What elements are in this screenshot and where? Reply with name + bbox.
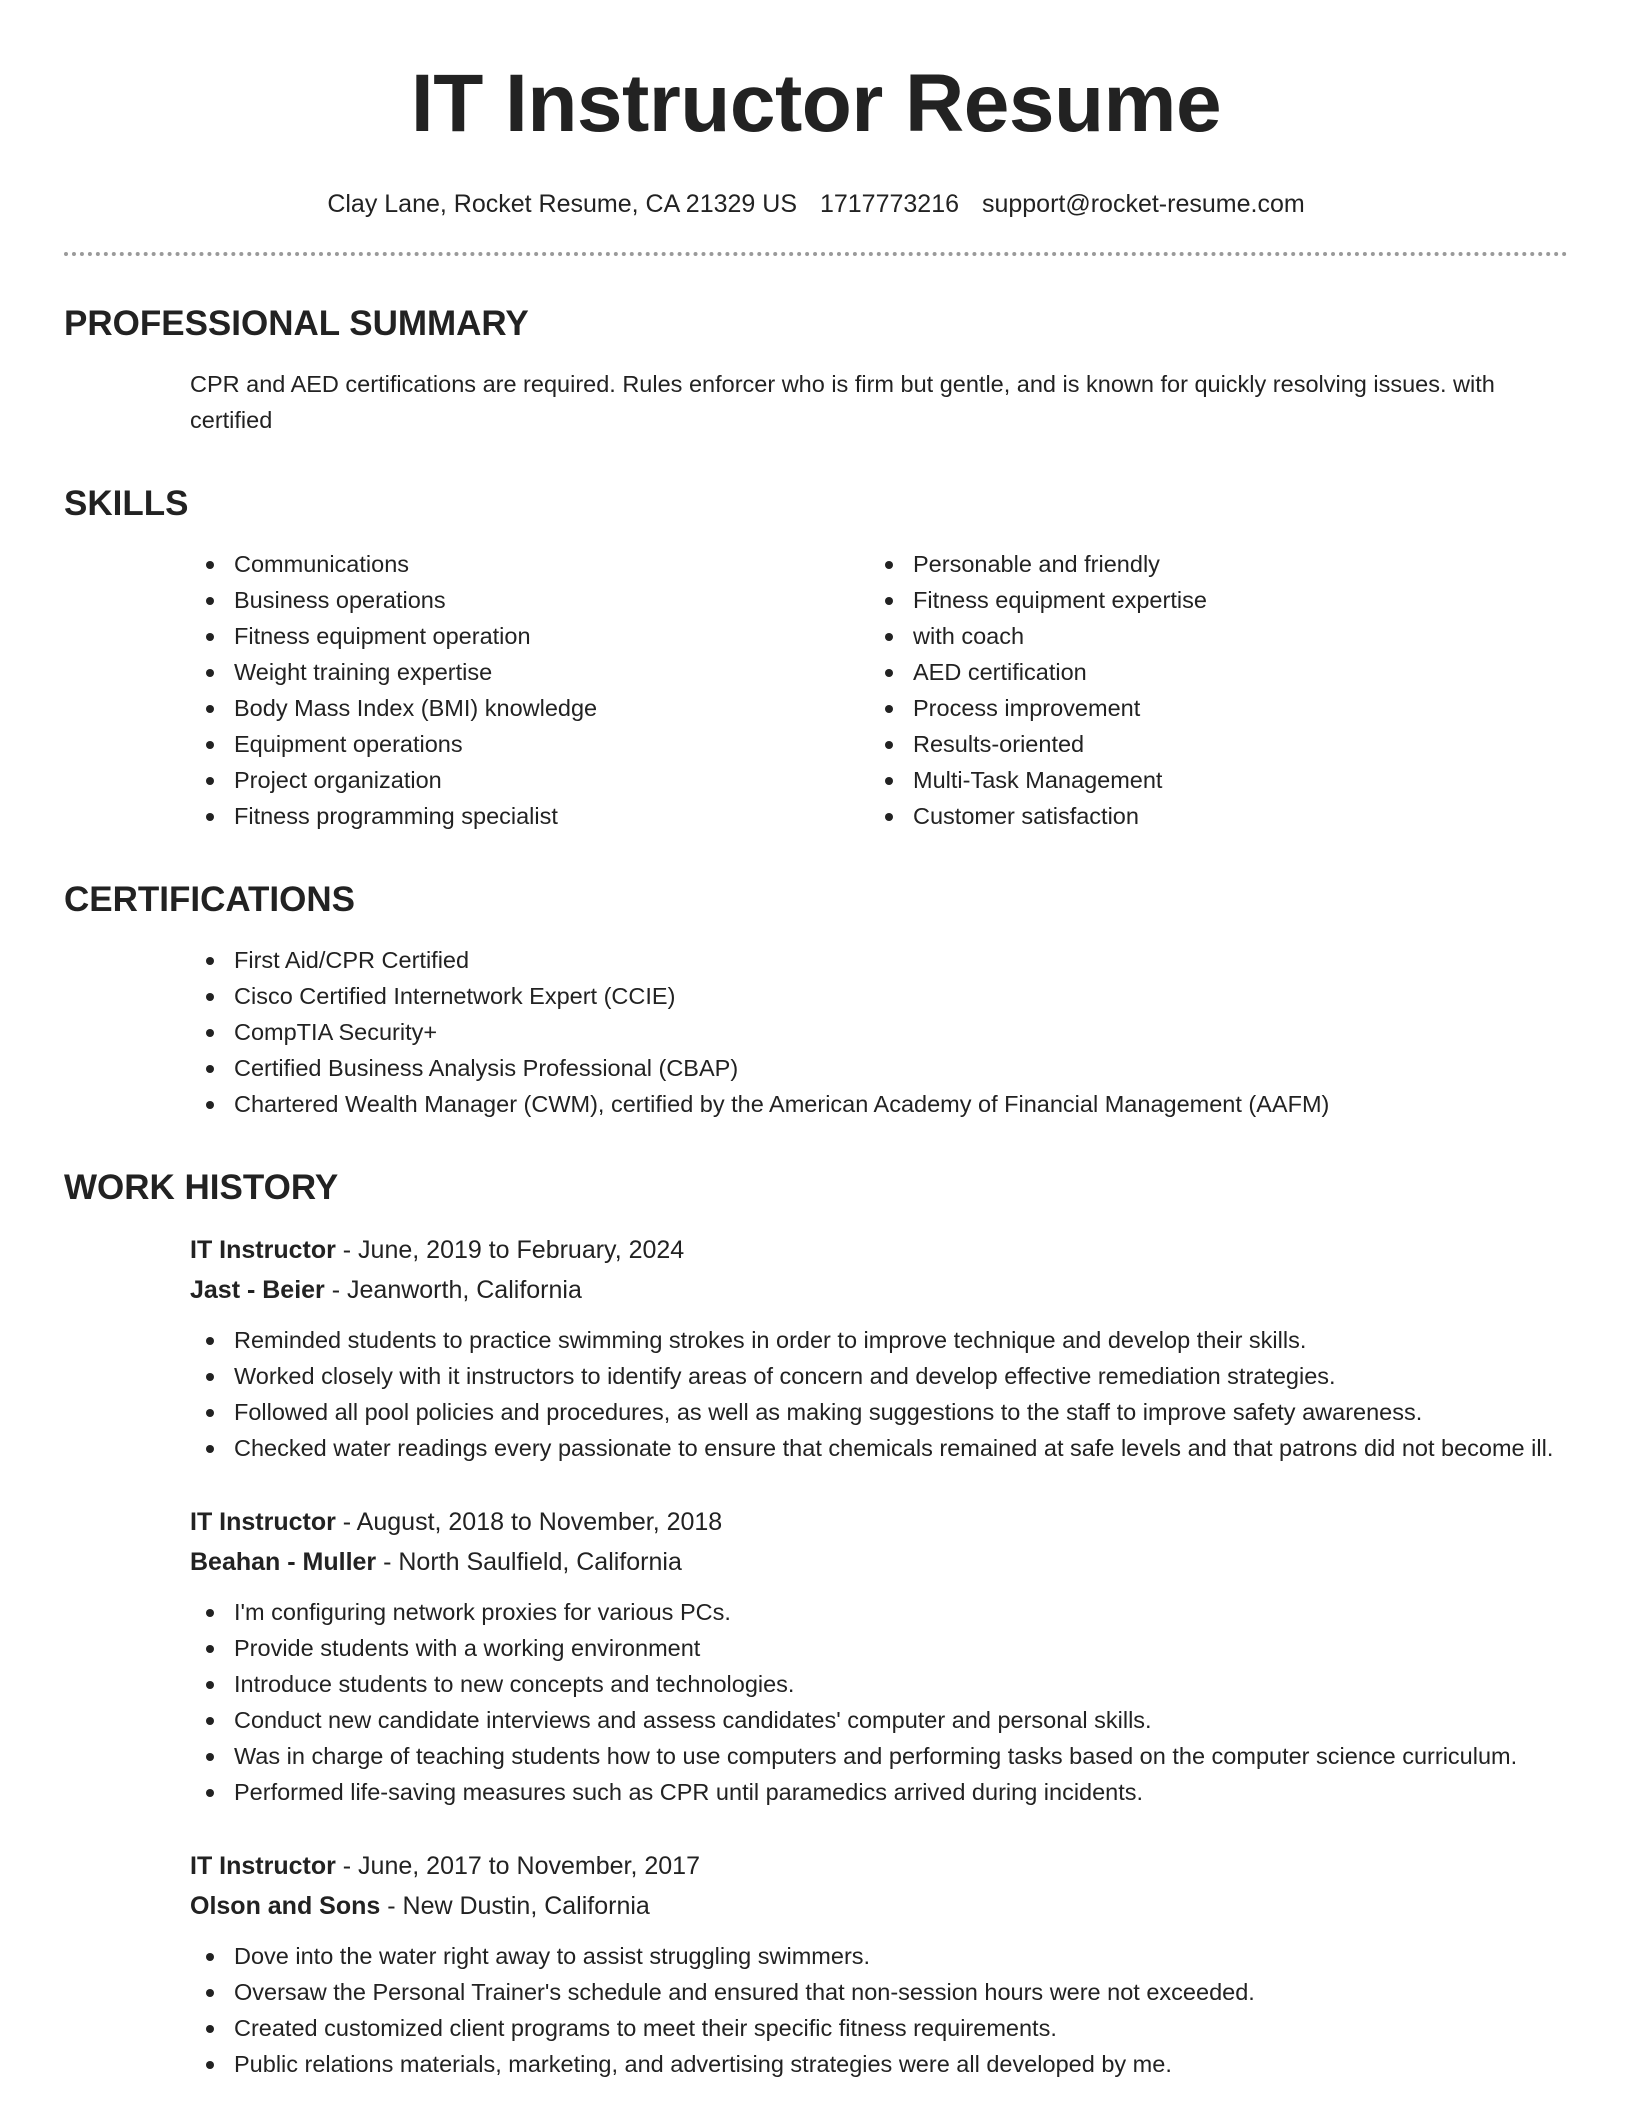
job-role: IT Instructor [190,1236,336,1264]
skills-section [64,482,1568,834]
job-dates: - August, 2018 to November, 2018 [335,1508,723,1536]
job-dates: - June, 2017 to November, 2017 [335,1852,700,1880]
skill-item: Weight training expertise [190,654,869,690]
skill-item: Business operations [190,582,869,618]
certifications-list [190,942,1568,1122]
job-entry [190,1846,1568,2082]
certification-item: Cisco Certified Internetwork Expert (CCIE) [190,978,1568,1014]
job-title-line [190,1846,1568,1886]
section-title-skills: SKILLS [64,484,189,523]
job-duty-item: Performed life-saving measures such as CPR until paramedics arrived during incidents. [190,1774,1568,1810]
section-title-certifications: CERTIFICATIONS [64,880,356,919]
contact-line [64,188,1568,220]
job-duty-item: Oversaw the Personal Trainer's schedule and ensured that non-session hours were not exceeded. [190,1974,1568,2010]
job-duties-list [190,1938,1568,2082]
skill-item: Multi-Task Management [869,762,1548,798]
skills-grid [190,546,1568,834]
job-title-line [190,1230,1568,1270]
skill-item: Process improvement [869,690,1548,726]
job-company: Beahan - Muller [190,1548,377,1576]
job-entry [190,1502,1568,1810]
skills-list-right [869,546,1548,834]
job-duty-item: Introduce students to new concepts and technologies. [190,1666,1568,1702]
job-entry [190,1230,1568,1466]
certification-item: CompTIA Security+ [190,1014,1568,1050]
job-duty-item: I'm configuring network proxies for various PCs. [190,1594,1568,1630]
professional-summary-section [64,302,1568,438]
job-duty-item: Worked closely with it instructors to identify areas of concern and develop effective remediation strategies. [190,1358,1568,1394]
skill-item: Project organization [190,762,869,798]
skill-item: Results-oriented [869,726,1548,762]
job-duty-item: Created customized client programs to meet their specific fitness requirements. [190,2010,1568,2046]
certification-item: First Aid/CPR Certified [190,942,1568,978]
summary-text: CPR and AED certifications are required. Rules enforcer who is firm but gentle, and is known for quickly resolving issues. with certified [190,371,1495,433]
skill-item: Customer satisfaction [869,798,1548,834]
skill-item: Fitness equipment expertise [869,582,1548,618]
job-duty-item: Followed all pool policies and procedures, as well as making suggestions to the staff to improve safety awareness. [190,1394,1568,1430]
skill-item: Body Mass Index (BMI) knowledge [190,690,869,726]
job-location: - Jeanworth, California [324,1276,582,1304]
job-duty-item: Dove into the water right away to assist struggling swimmers. [190,1938,1568,1974]
skill-item: with coach [869,618,1548,654]
job-title-line [190,1502,1568,1542]
job-dates: - June, 2019 to February, 2024 [335,1236,685,1264]
job-duty-item: Public relations materials, marketing, and advertising strategies were all developed by me. [190,2046,1568,2082]
section-title-work-history: WORK HISTORY [64,1168,339,1207]
job-company: Olson and Sons [190,1892,381,1920]
skill-item: Communications [190,546,869,582]
job-duty-item: Checked water readings every passionate to ensure that chemicals remained at safe levels and that patrons did not become ill. [190,1430,1568,1466]
job-company-line [190,1270,1568,1310]
job-company-line [190,1542,1568,1582]
section-title-summary: PROFESSIONAL SUMMARY [64,304,529,343]
job-location: - North Saulfield, California [376,1548,682,1576]
skill-item: Personable and friendly [869,546,1548,582]
job-role: IT Instructor [190,1508,336,1536]
job-duty-item: Reminded students to practice swimming strokes in order to improve technique and develop their skills. [190,1322,1568,1358]
resume-header [64,0,1568,256]
certifications-section [64,878,1568,1122]
resume-title: IT Instructor Resume [410,58,1222,149]
skill-item: Equipment operations [190,726,869,762]
work-history-section [64,1166,1568,2082]
job-company-line [190,1886,1568,1926]
skill-item: Fitness programming specialist [190,798,869,834]
contact-address: Clay Lane, Rocket Resume, CA 21329 US [327,190,798,218]
job-duties-list [190,1322,1568,1466]
certification-item: Chartered Wealth Manager (CWM), certified by the American Academy of Financial Management (AAFM) [190,1086,1568,1122]
skill-item: AED certification [869,654,1548,690]
job-role: IT Instructor [190,1852,336,1880]
certification-item: Certified Business Analysis Professional (CBAP) [190,1050,1568,1086]
skills-list-left [190,546,869,834]
header-divider [64,252,1568,256]
job-company: Jast - Beier [190,1276,325,1304]
job-duty-item: Was in charge of teaching students how to use computers and performing tasks based on the computer science curriculum. [190,1738,1568,1774]
job-duty-item: Conduct new candidate interviews and assess candidates' computer and personal skills. [190,1702,1568,1738]
job-duty-item: Provide students with a working environment [190,1630,1568,1666]
skill-item: Fitness equipment operation [190,618,869,654]
contact-email: support@rocket-resume.com [981,190,1305,218]
job-duties-list [190,1594,1568,1810]
job-location: - New Dustin, California [380,1892,650,1920]
contact-phone: 1717773216 [819,190,960,218]
